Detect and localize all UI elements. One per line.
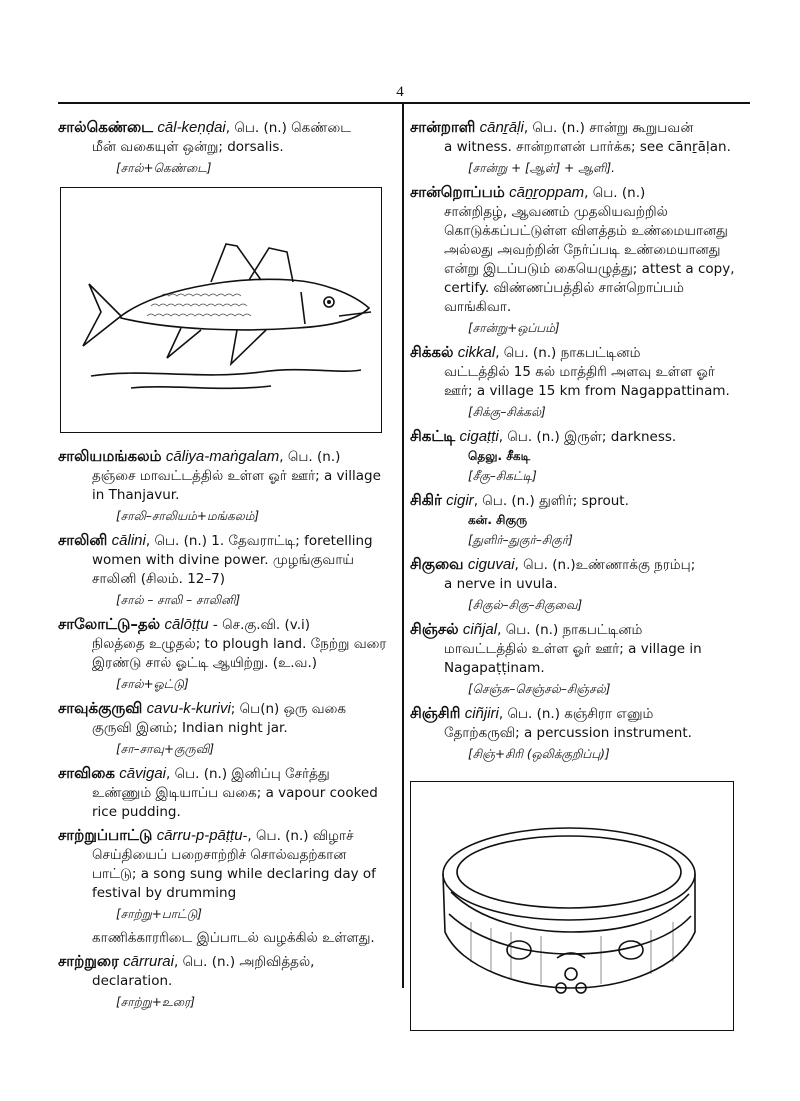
definition: women with divine power. முழங்குவாய் சாலினி (சிலம். 12–7): [92, 552, 354, 587]
headword: சிக்கல்: [410, 343, 454, 361]
header-rule: [58, 102, 750, 104]
entry: [410, 704, 740, 763]
headword: சாவுக்குருவி: [58, 699, 143, 717]
definition: சான்றிதழ், ஆவணம் முதலியவற்றில் கொடுக்கப்பட்டுள்ள விளத்தம் உண்மையானது அல்லது அவற்றின் நேர்ப்படி உண்மையானது என்று இடப்படும் கையெழுத்து; attest a copy, certify. விண்ணப்பத்தில் சான்றொப்பம் வாங்கிவா.: [444, 204, 735, 315]
headword: சாலினி: [58, 531, 108, 549]
definition-start: , பெ. (n.): [584, 185, 646, 201]
headword: சாலோட்டு–தல்: [58, 615, 161, 633]
etymology: [சால்+ஓட்டு]: [116, 677, 189, 691]
entry: [410, 427, 740, 485]
definition-start: , பெ. (n.): [279, 449, 341, 465]
etymology: [சா–சாவு+குருவி]: [116, 742, 215, 756]
headword: சாற்றுப்பாட்டு: [58, 826, 153, 844]
headword: சிஞ்சல்: [410, 620, 459, 638]
headword: சாவிகை: [58, 764, 115, 782]
definition-start: , பெ. (n.) நாகபட்டினம்: [497, 622, 643, 638]
etymology: [சிகுல்–சிகு–சிகுவை]: [468, 598, 583, 612]
transliteration: cāvigai: [119, 765, 166, 782]
definition: a nerve in uvula.: [444, 576, 558, 592]
transliteration: cārru-p-pāṭṭu: [156, 827, 243, 844]
transliteration: cigir: [446, 492, 474, 509]
definition-start: ; பெ(n) ஒரு வகை: [230, 701, 347, 717]
headword: சிஞ்சிரி: [410, 704, 461, 722]
etymology: [சாலி–சாலியம்+மங்கலம்]: [116, 509, 260, 523]
entry: [58, 447, 390, 525]
definition-start: , பெ. (n.) இனிப்பு சேர்த்து: [166, 766, 330, 782]
headword: சான்றொப்பம்: [410, 183, 505, 201]
definition: உண்ணும் இடியாப்ப வகை; a vapour cooked rice pudding.: [92, 785, 378, 820]
definition: தோற்கருவி; a percussion instrument.: [444, 725, 692, 741]
etymology: [துளிர்–துகுர்–சிகுர்]: [468, 533, 573, 547]
entry: [410, 620, 740, 698]
transliteration: cānṟāḷi: [479, 119, 524, 136]
etymology: [சாற்று+பாட்டு]: [116, 907, 202, 921]
definition: செய்தியைப் பறைசாற்றிச் சொல்வதற்கான பாட்டு; a song sung while declaring day of festival by drumming: [92, 847, 376, 901]
headword: சாற்றுரை: [58, 952, 119, 970]
etymology: [செஞ்சு–செஞ்சல்–சிஞ்சல்]: [468, 682, 611, 696]
entry: [58, 826, 390, 948]
headword: சிகிர்: [410, 491, 442, 509]
etymology: [சால்+கெண்டை]: [116, 161, 212, 175]
definition: குருவி இனம்; Indian night jar.: [92, 720, 288, 736]
definition-start: , பெ. (n.)உண்ணாக்கு நரம்பு;: [514, 557, 696, 573]
transliteration: ciguvai: [467, 556, 515, 573]
etymology: [சிஞ்+சிரி (ஒலிக்குறிப்பு)]: [468, 747, 610, 761]
entry: [410, 118, 740, 177]
usage-note: காணிக்காரரிடை இப்பாடல் வழக்கில் உள்ளது.: [92, 930, 375, 946]
transliteration: cigaṭṭi: [459, 428, 499, 445]
cognate-note: தெலு. சீகடி: [468, 449, 531, 463]
transliteration: cavu-k-kurivi: [146, 700, 231, 717]
headword: சால்கெண்டை: [58, 118, 154, 136]
entry: [410, 491, 740, 549]
definition-start: -, பெ. (n.) விழாச்: [242, 828, 354, 844]
page-number: 4: [396, 84, 404, 100]
definition-start: , பெ. (n.) அறிவித்தல்,: [174, 954, 315, 970]
transliteration: cāṉṟoppam: [509, 184, 585, 201]
drum-illustration: [410, 781, 734, 1031]
headword: சிகட்டி: [410, 427, 456, 445]
definition-start: , பெ. (n.) கெண்டை: [225, 120, 351, 136]
etymology: [சால் – சாலி – சாலினி]: [116, 593, 241, 607]
headword: சிகுவை: [410, 555, 464, 573]
entry: [58, 699, 390, 758]
entry: [58, 531, 390, 609]
etymology: [சான்று + [ஆள்] + ஆளி].: [468, 161, 615, 175]
definition-start: , பெ. (n.) 1. தேவராட்டி; foretelling: [145, 533, 373, 549]
headword: சாலியமங்கலம்: [58, 447, 162, 465]
definition: நிலத்தை உழுதல்; to plough land. நேற்று வரை இரண்டு சால் ஓட்டி ஆயிற்று. (உ.வ.): [92, 636, 387, 671]
transliteration: ciñjal: [462, 621, 498, 638]
definition-start: , பெ. (n.) சான்று கூறுபவன்: [523, 120, 694, 136]
definition-start: , பெ. (n.) இருள்; darkness.: [498, 429, 677, 445]
entry: [58, 615, 390, 693]
entry: [58, 952, 390, 1011]
right-column: [410, 118, 740, 1031]
definition-start: , பெ. (n.) கஞ்சிரா எனும்: [498, 706, 654, 722]
entry: [410, 555, 740, 614]
entry: [58, 118, 390, 177]
cognate-note: கன். சிகுரு: [468, 513, 528, 527]
entry: [410, 343, 740, 421]
etymology: [சான்று+ஒப்பம்]: [468, 321, 560, 335]
etymology: [சீகு–சிகட்டி]: [468, 469, 537, 483]
definition-start: , பெ. (n.) நாகபட்டினம்: [495, 345, 641, 361]
transliteration: cāliya-maṅgalam: [165, 448, 280, 465]
column-divider: [402, 104, 404, 988]
headword: சான்றாளி: [410, 118, 476, 136]
transliteration: ciñjiri: [464, 705, 499, 722]
definition-start: , பெ. (n.) துளிர்; sprout.: [473, 493, 629, 509]
entry: [410, 183, 740, 337]
fish-illustration: [60, 187, 382, 433]
transliteration: cārrurai: [123, 953, 174, 970]
left-column: [58, 118, 390, 1017]
definition: மீன் வகையுள் ஒன்று; dorsalis.: [92, 139, 284, 155]
etymology: [சாற்று+உரை]: [116, 995, 195, 1009]
transliteration: cālōṭṭu: [164, 616, 209, 633]
definition: வட்டத்தில் 15 கல் மாத்திரி அளவு உள்ள ஓர் ஊர்; a village 15 km from Nagappattinam.: [444, 364, 730, 399]
entry: [58, 764, 390, 822]
definition: மாவட்டத்தில் உள்ள ஓர் ஊர்; a village in Nagapaṭṭinam.: [444, 641, 702, 676]
definition: declaration.: [92, 973, 173, 989]
definition: a witness. சான்றாளன் பார்க்க; see cānṟāḷan.: [444, 139, 731, 155]
definition-start: - செ.கு.வி. (v.i): [208, 617, 311, 633]
transliteration: cālini: [111, 532, 146, 549]
transliteration: cikkal: [457, 344, 496, 361]
definition: தஞ்சை மாவட்டத்தில் உள்ள ஓர் ஊர்; a village in Thanjavur.: [92, 468, 381, 503]
etymology: [சிக்கு–சிக்கல்]: [468, 405, 546, 419]
transliteration: cāl-keṇḍai: [157, 119, 226, 136]
